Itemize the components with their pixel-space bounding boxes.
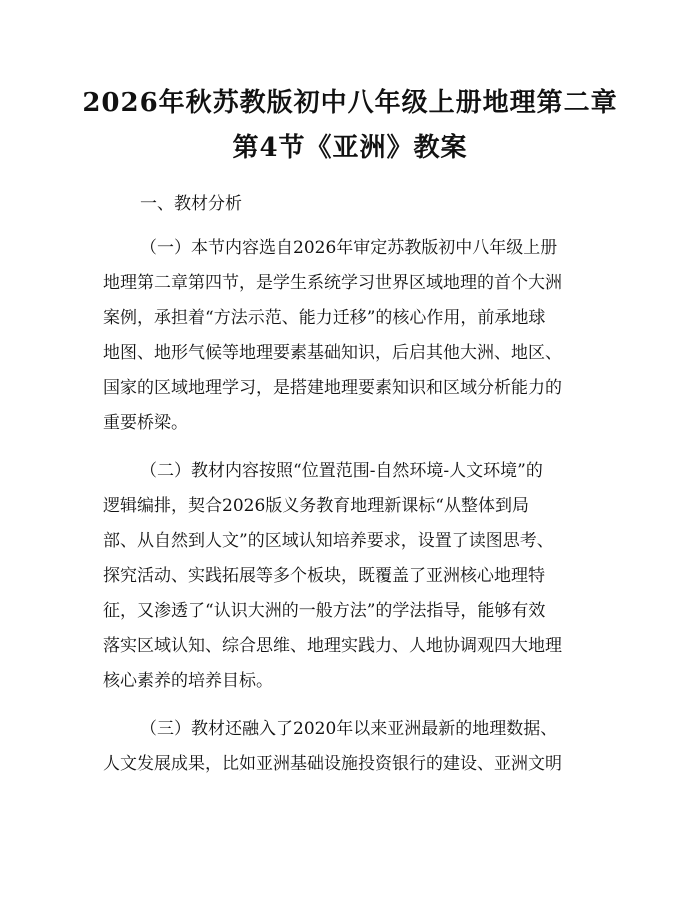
paragraph-line: 人文发展成果，比如亚洲基础设施投资银行的建设、亚洲文明 [103, 754, 562, 774]
paragraph-line: 征，又渗透了“认识大洲的一般方法”的学法指导，能够有效 [103, 601, 546, 621]
paragraph-line: 国家的区域地理学习，是搭建地理要素知识和区域分析能力的 [103, 378, 562, 398]
title-line-1: 2026年秋苏教版初中八年级上册地理第二章 [82, 88, 618, 118]
paragraph-line: 探究活动、实践拓展等多个板块，既覆盖了亚洲核心地理特 [103, 566, 545, 586]
paragraph-line: 地图、地形气候等地理要素基础知识，后启其他大洲、地区、 [103, 343, 562, 363]
title-line-2: 第4节《亚洲》教案 [232, 133, 468, 163]
paragraph-line: 落实区域认知、综合思维、地理实践力、人地协调观四大地理 [103, 636, 562, 656]
paragraph-line: 地理第二章第四节，是学生系统学习世界区域地理的首个大洲 [103, 273, 562, 293]
paragraph-line: 部、从自然到人文”的区域认知培养要求，设置了读图思考、 [103, 531, 554, 551]
paragraph-line: 逻辑编排，契合2026版义务教育地理新课标“从整体到局 [103, 496, 529, 516]
section-heading: 一、教材分析 [140, 194, 242, 214]
paragraph-line: 核心素养的培养目标。 [103, 671, 273, 691]
paragraph-line: （二）教材内容按照“位置范围-自然环境-人文环境”的 [140, 461, 543, 481]
paragraph-line: （三）教材还融入了2020年以来亚洲最新的地理数据、 [140, 719, 558, 739]
paragraph-line: 案例，承担着“方法示范、能力迁移”的核心作用，前承地球 [103, 308, 546, 328]
paragraph-line: 重要桥梁。 [103, 413, 188, 433]
paragraph-line: （一）本节内容选自2026年审定苏教版初中八年级上册 [140, 238, 558, 258]
